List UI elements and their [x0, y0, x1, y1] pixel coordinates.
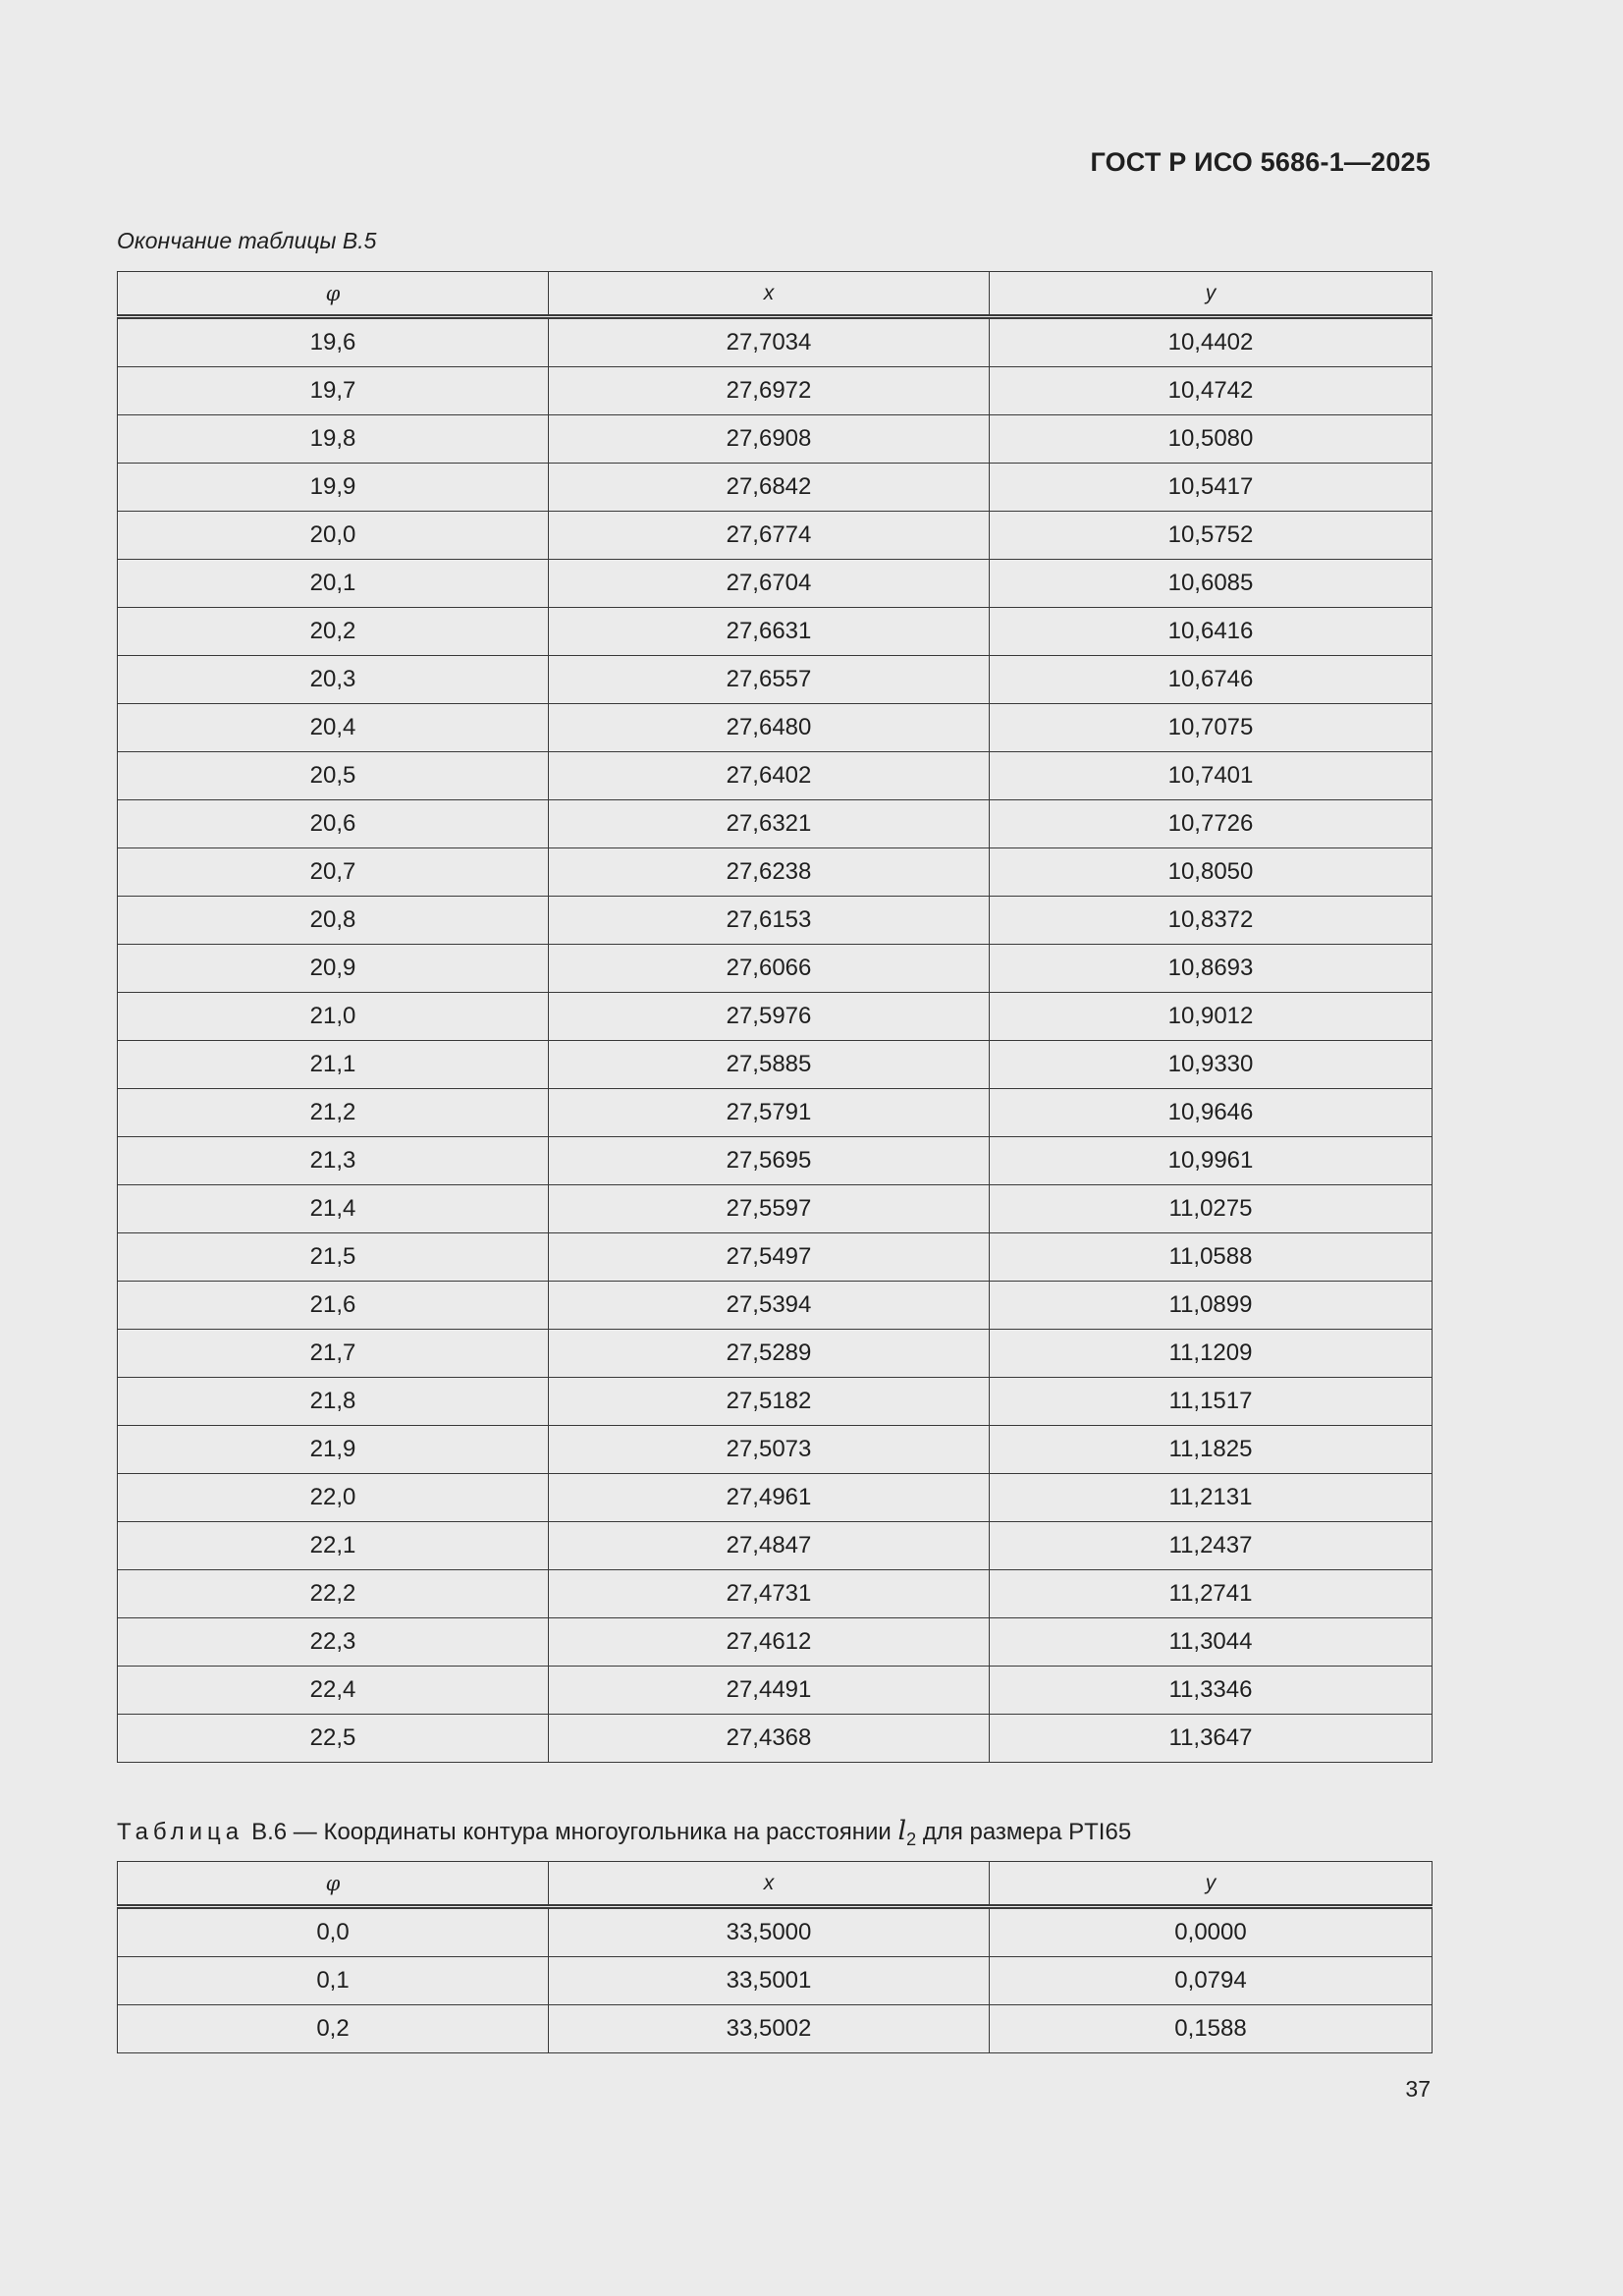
- y-cell: 10,9012: [990, 993, 1433, 1041]
- y-cell: 11,3346: [990, 1667, 1433, 1715]
- table-row: [118, 848, 1433, 897]
- x-cell: 33,5000: [549, 1907, 990, 1957]
- phi-cell: 20,3: [118, 656, 549, 704]
- document-header: ГОСТ Р ИСО 5686-1—2025: [1090, 147, 1431, 177]
- coordinates-table-b5: [117, 271, 1433, 1763]
- y-cell: 10,6746: [990, 656, 1433, 704]
- phi-cell: 21,3: [118, 1137, 549, 1185]
- y-cell: 0,1588: [990, 2005, 1433, 2053]
- y-cell: 10,5417: [990, 464, 1433, 512]
- table-row: [118, 1185, 1433, 1233]
- x-cell: 27,5885: [549, 1041, 990, 1089]
- x-cell: 33,5001: [549, 1957, 990, 2005]
- x-cell: 27,5394: [549, 1282, 990, 1330]
- y-cell: 11,0275: [990, 1185, 1433, 1233]
- y-cell: 11,3647: [990, 1715, 1433, 1763]
- phi-cell: 20,6: [118, 800, 549, 848]
- table-row: [118, 704, 1433, 752]
- phi-cell: 19,9: [118, 464, 549, 512]
- table-b6-caption: [117, 1816, 1131, 1850]
- table-row: [118, 1618, 1433, 1667]
- distance-variable: l: [897, 1816, 907, 1846]
- phi-cell: 20,1: [118, 560, 549, 608]
- table-row: [118, 608, 1433, 656]
- x-cell: 27,6631: [549, 608, 990, 656]
- y-cell: 10,7075: [990, 704, 1433, 752]
- table-continuation-caption: Окончание таблицы В.5: [117, 228, 377, 253]
- x-cell: 27,6238: [549, 848, 990, 897]
- y-cell: 10,9646: [990, 1089, 1433, 1137]
- phi-cell: 0,0: [118, 1907, 549, 1957]
- phi-cell: 20,9: [118, 945, 549, 993]
- x-cell: 27,6908: [549, 415, 990, 464]
- x-cell: 27,5976: [549, 993, 990, 1041]
- distance-variable-subscript: 2: [906, 1829, 917, 1849]
- y-cell: 10,9330: [990, 1041, 1433, 1089]
- x-cell: 27,4961: [549, 1474, 990, 1522]
- x-cell: 27,5182: [549, 1378, 990, 1426]
- x-cell: 27,6774: [549, 512, 990, 560]
- table-row: [118, 1570, 1433, 1618]
- page-number: 37: [1405, 2076, 1431, 2102]
- phi-cell: 21,5: [118, 1233, 549, 1282]
- table-row: [118, 1907, 1433, 1957]
- x-cell: 27,5791: [549, 1089, 990, 1137]
- table-number: В.6: [251, 1819, 288, 1845]
- phi-cell: 0,2: [118, 2005, 549, 2053]
- y-cell: 10,6085: [990, 560, 1433, 608]
- table-row: [118, 1137, 1433, 1185]
- x-cell: 27,7034: [549, 317, 990, 367]
- table-header-row: [118, 1862, 1433, 1907]
- phi-cell: 20,8: [118, 897, 549, 945]
- column-header-x: x: [549, 272, 990, 317]
- phi-cell: 22,3: [118, 1618, 549, 1667]
- phi-cell: 21,2: [118, 1089, 549, 1137]
- y-cell: 11,1825: [990, 1426, 1433, 1474]
- y-cell: 10,7401: [990, 752, 1433, 800]
- x-cell: 27,5597: [549, 1185, 990, 1233]
- phi-cell: 21,9: [118, 1426, 549, 1474]
- y-cell: 10,4742: [990, 367, 1433, 415]
- y-cell: 10,5080: [990, 415, 1433, 464]
- phi-cell: 0,1: [118, 1957, 549, 2005]
- table-row: [118, 1957, 1433, 2005]
- phi-cell: 22,0: [118, 1474, 549, 1522]
- phi-cell: 20,2: [118, 608, 549, 656]
- table-row: [118, 897, 1433, 945]
- phi-cell: 21,7: [118, 1330, 549, 1378]
- phi-cell: 22,5: [118, 1715, 549, 1763]
- table-row: [118, 415, 1433, 464]
- x-cell: 27,4847: [549, 1522, 990, 1570]
- table-row: [118, 1715, 1433, 1763]
- phi-cell: 19,6: [118, 317, 549, 367]
- table-row: [118, 1426, 1433, 1474]
- phi-cell: 20,5: [118, 752, 549, 800]
- x-cell: 27,6321: [549, 800, 990, 848]
- x-cell: 27,5289: [549, 1330, 990, 1378]
- x-cell: 27,6066: [549, 945, 990, 993]
- x-cell: 27,6842: [549, 464, 990, 512]
- phi-cell: 21,4: [118, 1185, 549, 1233]
- x-cell: 27,6557: [549, 656, 990, 704]
- phi-cell: 22,2: [118, 1570, 549, 1618]
- x-cell: 27,5073: [549, 1426, 990, 1474]
- y-cell: 11,2741: [990, 1570, 1433, 1618]
- table-row: [118, 800, 1433, 848]
- x-cell: 27,4491: [549, 1667, 990, 1715]
- table-row: [118, 1667, 1433, 1715]
- table-row: [118, 1474, 1433, 1522]
- column-header-x: x: [549, 1862, 990, 1907]
- y-cell: 11,1517: [990, 1378, 1433, 1426]
- column-header-phi: φ: [118, 1862, 549, 1907]
- x-cell: 27,6972: [549, 367, 990, 415]
- table-row: [118, 560, 1433, 608]
- phi-cell: 20,0: [118, 512, 549, 560]
- x-cell: 27,5695: [549, 1137, 990, 1185]
- y-cell: 10,9961: [990, 1137, 1433, 1185]
- phi-cell: 21,8: [118, 1378, 549, 1426]
- y-cell: 10,8050: [990, 848, 1433, 897]
- y-cell: 10,8693: [990, 945, 1433, 993]
- phi-cell: 22,1: [118, 1522, 549, 1570]
- y-cell: 0,0000: [990, 1907, 1433, 1957]
- coordinates-table-b6: [117, 1861, 1433, 2053]
- y-cell: 10,8372: [990, 897, 1433, 945]
- x-cell: 27,6704: [549, 560, 990, 608]
- y-cell: 10,7726: [990, 800, 1433, 848]
- table-row: [118, 1282, 1433, 1330]
- y-cell: 11,2131: [990, 1474, 1433, 1522]
- table-row: [118, 1378, 1433, 1426]
- x-cell: 27,4612: [549, 1618, 990, 1667]
- x-cell: 27,4368: [549, 1715, 990, 1763]
- y-cell: 10,6416: [990, 608, 1433, 656]
- phi-cell: 21,0: [118, 993, 549, 1041]
- phi-cell: 19,7: [118, 367, 549, 415]
- table-row: [118, 993, 1433, 1041]
- y-cell: 11,0899: [990, 1282, 1433, 1330]
- table-row: [118, 464, 1433, 512]
- table-row: [118, 2005, 1433, 2053]
- x-cell: 33,5002: [549, 2005, 990, 2053]
- table-row: [118, 367, 1433, 415]
- phi-cell: 21,6: [118, 1282, 549, 1330]
- table-row: [118, 1041, 1433, 1089]
- phi-cell: 20,7: [118, 848, 549, 897]
- table-row: [118, 1522, 1433, 1570]
- y-cell: 10,5752: [990, 512, 1433, 560]
- column-header-y: y: [990, 272, 1433, 317]
- table-row: [118, 752, 1433, 800]
- y-cell: 11,1209: [990, 1330, 1433, 1378]
- x-cell: 27,4731: [549, 1570, 990, 1618]
- table-title-part1: — Координаты контура многоугольника на расстоянии: [287, 1819, 898, 1845]
- table-row: [118, 512, 1433, 560]
- x-cell: 27,6480: [549, 704, 990, 752]
- table-row: [118, 1089, 1433, 1137]
- table-label: Таблица: [117, 1819, 244, 1845]
- x-cell: 27,6402: [549, 752, 990, 800]
- phi-cell: 22,4: [118, 1667, 549, 1715]
- table-row: [118, 1330, 1433, 1378]
- column-header-y: y: [990, 1862, 1433, 1907]
- phi-cell: 20,4: [118, 704, 549, 752]
- y-cell: 11,2437: [990, 1522, 1433, 1570]
- table-row: [118, 656, 1433, 704]
- column-header-phi: φ: [118, 272, 549, 317]
- table-row: [118, 945, 1433, 993]
- phi-cell: 19,8: [118, 415, 549, 464]
- y-cell: 0,0794: [990, 1957, 1433, 2005]
- x-cell: 27,5497: [549, 1233, 990, 1282]
- y-cell: 10,4402: [990, 317, 1433, 367]
- table-title-part2: для размера PTI65: [916, 1819, 1132, 1845]
- table-row: [118, 317, 1433, 367]
- y-cell: 11,0588: [990, 1233, 1433, 1282]
- y-cell: 11,3044: [990, 1618, 1433, 1667]
- phi-cell: 21,1: [118, 1041, 549, 1089]
- table-header-row: [118, 272, 1433, 317]
- table-row: [118, 1233, 1433, 1282]
- x-cell: 27,6153: [549, 897, 990, 945]
